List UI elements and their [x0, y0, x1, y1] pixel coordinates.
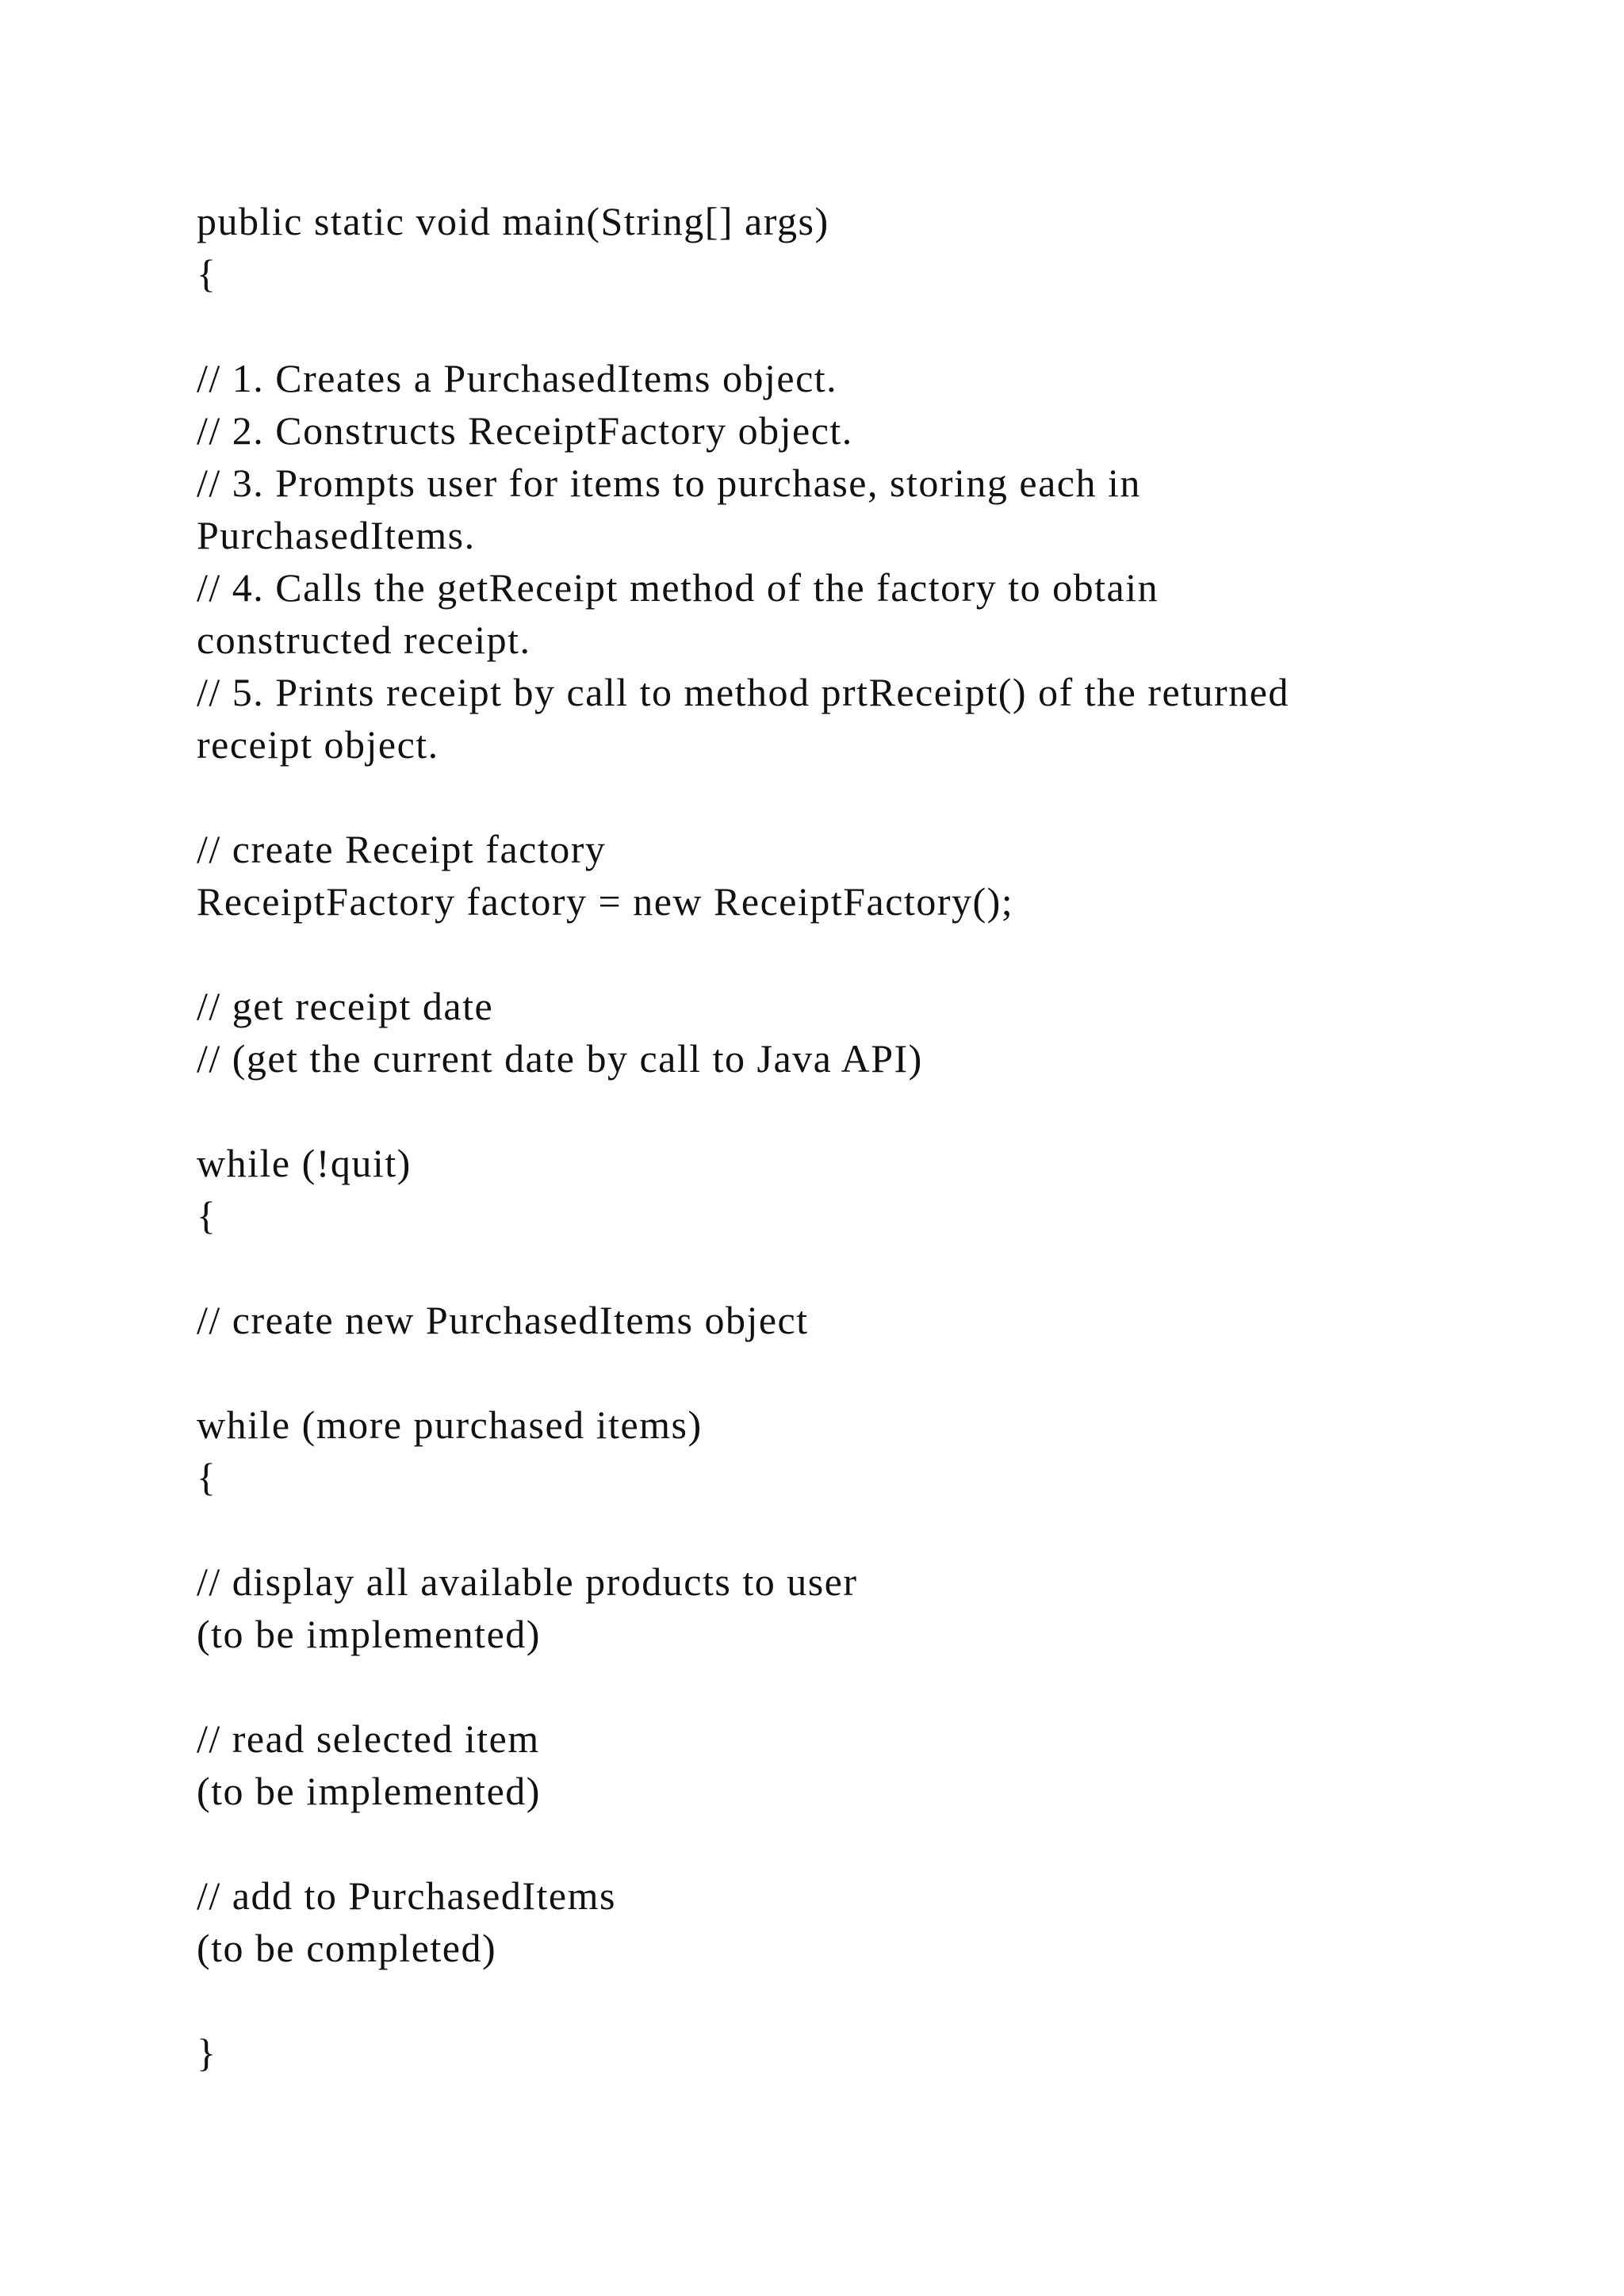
code-line: // read selected item	[197, 1716, 540, 1761]
blank-line	[197, 1817, 1465, 1869]
code-line: // 1. Creates a PurchasedItems object.	[197, 356, 838, 400]
code-line: PurchasedItems.	[197, 513, 476, 557]
blank-line	[197, 771, 1465, 823]
code-line: // 3. Prompts user for items to purchase, storing each in	[197, 461, 1141, 505]
code-line: receipt object.	[197, 722, 439, 767]
code-line: // get receipt date	[197, 984, 494, 1028]
code-line: // create Receipt factory	[197, 827, 607, 871]
code-line: {	[197, 1193, 217, 1238]
code-line: // display all available products to user	[197, 1559, 858, 1604]
code-line: (to be completed)	[197, 1926, 497, 1970]
blank-line	[197, 1242, 1465, 1294]
blank-line	[197, 1085, 1465, 1137]
code-line: // 2. Constructs ReceiptFactory object.	[197, 408, 853, 453]
code-line: public static void main(String[] args)	[197, 199, 829, 243]
code-line: // (get the current date by call to Java API)	[197, 1036, 923, 1081]
code-line: constructed receipt.	[197, 618, 531, 662]
code-line: (to be implemented)	[197, 1612, 541, 1656]
code-line: // 5. Prints receipt by call to method prtReceipt() of the returned	[197, 670, 1289, 714]
code-line: {	[197, 251, 217, 296]
blank-line	[197, 1660, 1465, 1712]
code-line: while (!quit)	[197, 1141, 412, 1185]
code-line: // create new PurchasedItems object	[197, 1298, 809, 1342]
blank-line	[197, 1503, 1465, 1556]
code-line: ReceiptFactory factory = new ReceiptFactory();	[197, 879, 1014, 924]
code-line: {	[197, 1455, 217, 1499]
blank-line	[197, 1346, 1465, 1399]
code-line: // add to PurchasedItems	[197, 1873, 616, 1918]
code-line: }	[197, 2030, 217, 2075]
blank-line	[197, 1974, 1465, 2026]
code-line: (to be implemented)	[197, 1769, 541, 1813]
blank-line	[197, 300, 1465, 352]
blank-line	[197, 928, 1465, 980]
code-line: while (more purchased items)	[197, 1402, 703, 1447]
code-line: // 4. Calls the getReceipt method of the factory to obtain	[197, 565, 1159, 610]
document-body	[197, 195, 1465, 2079]
